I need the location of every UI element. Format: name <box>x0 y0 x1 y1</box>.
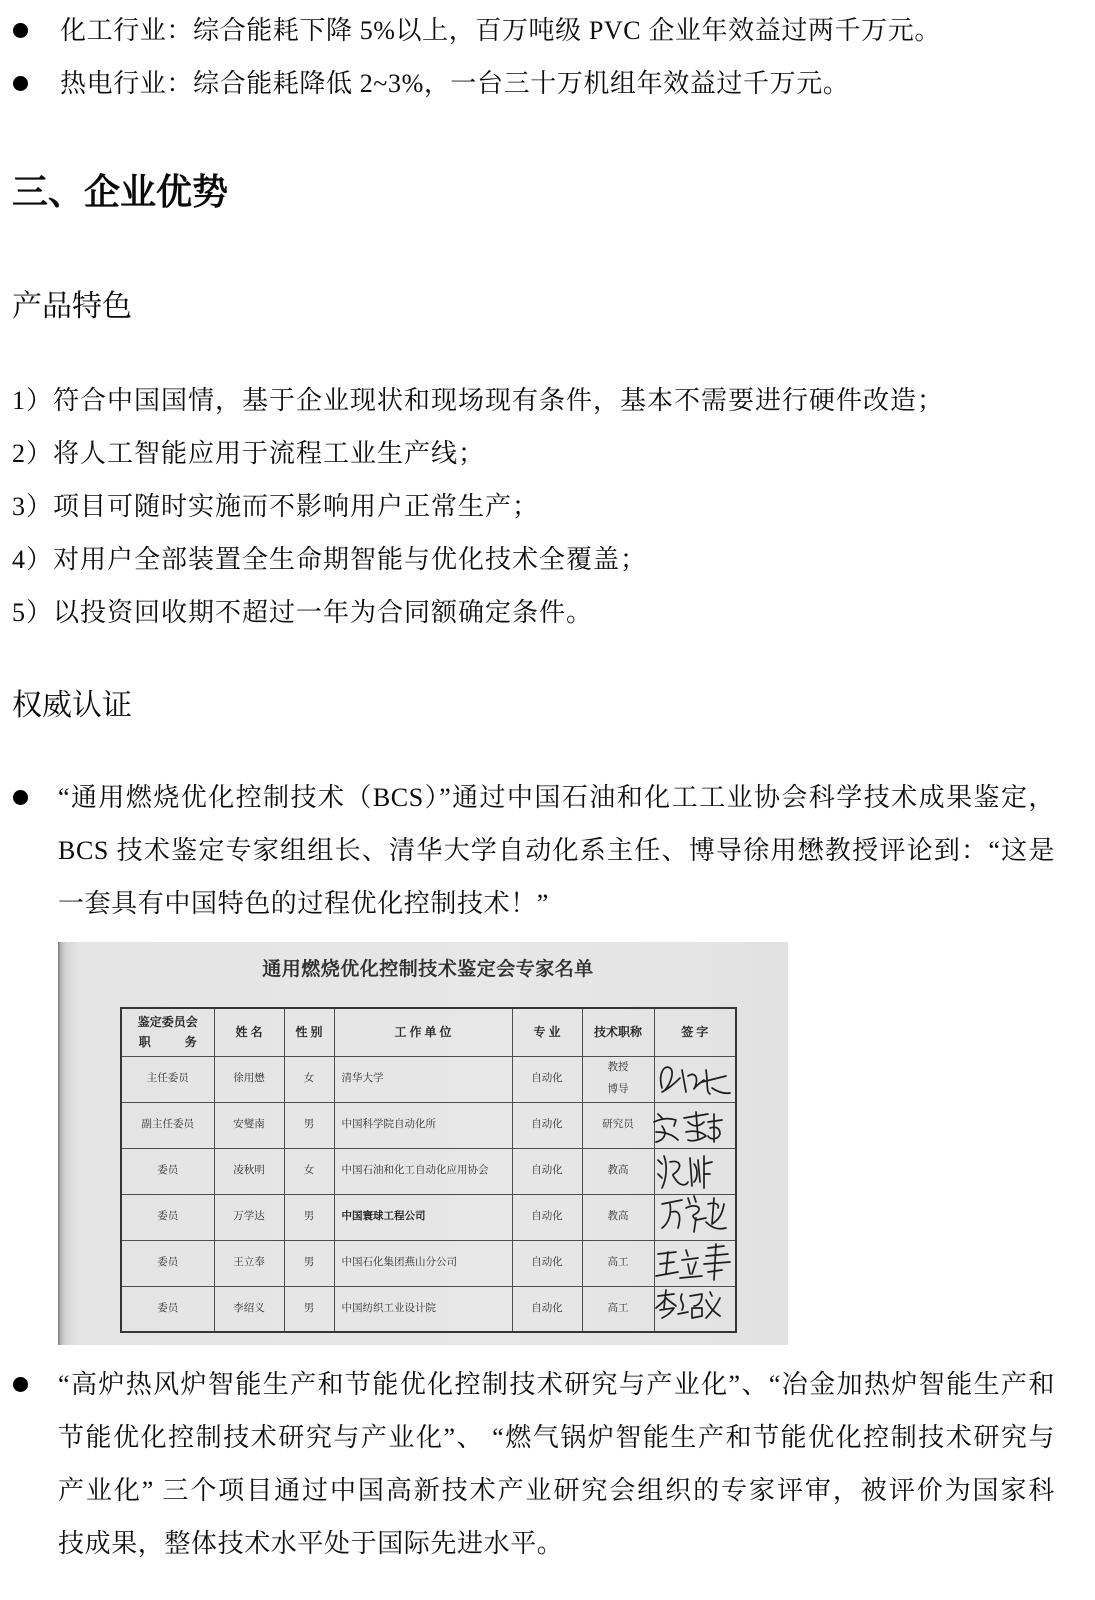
feature-item: 5）以投资回收期不超过一年为合同额确定条件。 <box>12 598 594 627</box>
cell-name: 徐用懋 <box>214 1056 284 1102</box>
industry-item-chemical <box>0 4 1095 57</box>
paragraph-line: “通用燃烧优化控制技术（BCS）”通过中国石油和化工工业协会科学技术成果鉴定， <box>58 783 1055 812</box>
cell-unit: 中国寰球工程公司 <box>334 1194 512 1240</box>
cell-role: 委员 <box>121 1240 214 1286</box>
feature-item: 3）项目可随时实施而不影响用户正常生产； <box>12 492 540 521</box>
header-major: 专 业 <box>512 1008 582 1056</box>
cell-name: 万学达 <box>214 1194 284 1240</box>
subheading-product-features: 产品特色 <box>12 290 132 323</box>
cell-role: 主任委员 <box>121 1056 214 1102</box>
cell-gender: 男 <box>284 1102 334 1148</box>
cell-role: 委员 <box>121 1286 214 1332</box>
subheading-certification: 权威认证 <box>12 689 132 722</box>
cell-name: 李绍义 <box>214 1286 284 1332</box>
title-line: 教授 <box>607 1062 629 1073</box>
header-name: 姓 名 <box>214 1008 284 1056</box>
table-row <box>121 1240 736 1286</box>
feature-item: 4）对用户全部装置全生命期智能与优化技术全覆盖； <box>12 545 648 574</box>
feature-item: 1）符合中国国情，基于企业现状和现场现有条件，基本不需要进行硬件改造； <box>12 386 945 415</box>
title-line: 博导 <box>607 1084 629 1095</box>
header-unit: 工 作 单 位 <box>334 1008 512 1056</box>
cell-unit: 中国科学院自动化所 <box>334 1102 512 1148</box>
industry-item-thermal-power <box>0 57 1095 110</box>
cell-major: 自动化 <box>512 1286 582 1332</box>
paragraph-line: BCS 技术鉴定专家组组长、清华大学自动化系主任、博导徐用懋教授评论到：“这是 <box>58 836 1055 865</box>
cell-signature <box>654 1240 736 1286</box>
cell-unit: 中国石化集团燕山分公司 <box>334 1240 512 1286</box>
cell-name: 凌秋明 <box>214 1148 284 1194</box>
cell-signature <box>654 1102 736 1148</box>
cell-gender: 女 <box>284 1056 334 1102</box>
cell-title: 研究员 <box>582 1102 654 1148</box>
cell-title: 高工 <box>582 1240 654 1286</box>
header-signature: 签 字 <box>654 1008 736 1056</box>
cell-role: 委员 <box>121 1194 214 1240</box>
cell-title: 教高 <box>582 1148 654 1194</box>
cell-major: 自动化 <box>512 1240 582 1286</box>
cell-gender: 女 <box>284 1148 334 1194</box>
cell-major: 自动化 <box>512 1194 582 1240</box>
cell-major: 自动化 <box>512 1056 582 1102</box>
cell-signature <box>654 1056 736 1102</box>
industry-results-list <box>0 4 1095 110</box>
certification-item-projects <box>0 1358 1095 1570</box>
bullet-icon <box>13 1377 28 1392</box>
cell-name: 安燮南 <box>214 1102 284 1148</box>
cell-title: 高工 <box>582 1286 654 1332</box>
cell-gender: 男 <box>284 1194 334 1240</box>
cell-role: 委员 <box>121 1148 214 1194</box>
expert-table <box>120 1007 737 1333</box>
cell-major: 自动化 <box>512 1102 582 1148</box>
header-title: 技术职称 <box>582 1008 654 1056</box>
expert-list-scan <box>58 942 788 1345</box>
header-gender: 性 别 <box>284 1008 334 1056</box>
paragraph-line: “高炉热风炉智能生产和节能优化控制技术研究与产业化”、“冶金加热炉智能生产和 <box>58 1370 1055 1399</box>
cell-title <box>582 1056 654 1102</box>
cell-unit: 中国石油和化工自动化应用协会 <box>334 1148 512 1194</box>
cell-role: 副主任委员 <box>121 1102 214 1148</box>
feature-item: 2）将人工智能应用于流程工业生产线； <box>12 439 486 468</box>
industry-item-text: 热电行业：综合能耗降低 2~3%，一台三十万机组年效益过千万元。 <box>60 69 850 98</box>
feature-list <box>0 374 1095 639</box>
table-header-row <box>121 1008 736 1056</box>
expert-list-title: 通用燃烧优化控制技术鉴定会专家名单 <box>262 959 594 980</box>
cell-gender: 男 <box>284 1286 334 1332</box>
cell-title: 教高 <box>582 1194 654 1240</box>
paragraph-line: 节能优化控制技术研究与产业化”、 “燃气锅炉智能生产和节能优化控制技术研究与 <box>58 1423 1055 1452</box>
cell-unit: 清华大学 <box>334 1056 512 1102</box>
certification-item-bcs <box>0 771 1095 930</box>
bullet-icon <box>13 790 28 805</box>
header-role-line1: 鉴定委员会 <box>137 1015 198 1030</box>
cell-major: 自动化 <box>512 1148 582 1194</box>
cell-signature <box>654 1148 736 1194</box>
cell-signature <box>654 1286 736 1332</box>
table-row <box>121 1194 736 1240</box>
paragraph-line: 技成果，整体技术水平处于国际先进水平。 <box>58 1529 564 1558</box>
bullet-icon <box>13 23 28 38</box>
bullet-icon <box>13 76 28 91</box>
table-row <box>121 1148 736 1194</box>
table-row <box>121 1286 736 1332</box>
header-role-line2: 职 务 <box>138 1035 197 1050</box>
table-row <box>121 1056 736 1102</box>
industry-item-text: 化工行业：综合能耗下降 5%以上，百万吨级 PVC 企业年效益过两千万元。 <box>60 16 941 45</box>
cell-signature <box>654 1194 736 1240</box>
table-row <box>121 1102 736 1148</box>
paragraph-line: 一套具有中国特色的过程优化控制技术！” <box>58 889 549 918</box>
header-role <box>121 1008 214 1056</box>
section-heading: 三、企业优势 <box>12 171 229 212</box>
cell-unit: 中国纺织工业设计院 <box>334 1286 512 1332</box>
paragraph-line: 产业化” 三个项目通过中国高新技术产业研究会组织的专家评审，被评价为国家科 <box>58 1476 1055 1505</box>
cell-gender: 男 <box>284 1240 334 1286</box>
cell-name: 王立奉 <box>214 1240 284 1286</box>
